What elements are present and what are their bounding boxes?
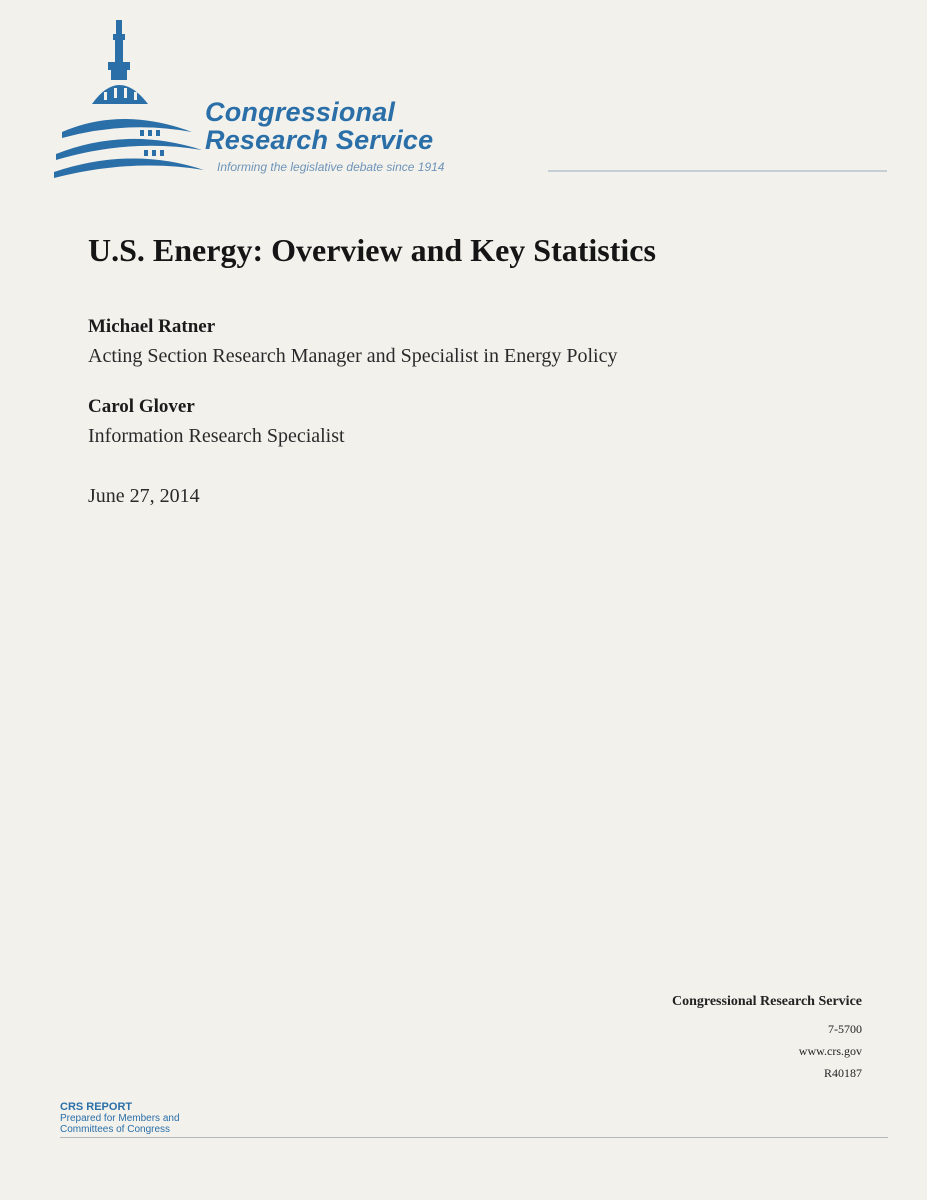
logo-wordmark <box>205 98 433 154</box>
crs-website: www.crs.gov <box>798 1044 862 1058</box>
crs-org-name: Congressional Research Service <box>671 994 862 1009</box>
footer-line-2: Committees of Congress <box>60 1124 171 1135</box>
crs-code: 7-5700 <box>828 1022 862 1036</box>
footer-report-label <box>60 1102 180 1135</box>
report-number: R40187 <box>823 1066 862 1080</box>
logo-line-1: Congressional <box>205 97 396 127</box>
footer-title: CRS REPORT <box>60 1101 133 1113</box>
logo-line-2: Research Service <box>205 125 434 155</box>
report-title: U.S. Energy: Overview and Key Statistics <box>88 232 656 268</box>
crs-info-block <box>672 994 862 1084</box>
footer-line-1: Prepared for Members and <box>60 1113 180 1124</box>
logo-tagline: Informing the legislative debate since 1914 <box>217 160 445 174</box>
author-role: Acting Section Research Manager and Specialist in Energy Policy <box>88 345 618 367</box>
header-divider <box>548 170 887 172</box>
author-name: Carol Glover <box>88 396 195 417</box>
author-name: Michael Ratner <box>88 316 216 337</box>
footer-divider <box>60 1137 888 1138</box>
capitol-dome-icon <box>52 14 212 184</box>
author-role: Information Research Specialist <box>88 425 345 447</box>
report-date: June 27, 2014 <box>88 485 200 507</box>
